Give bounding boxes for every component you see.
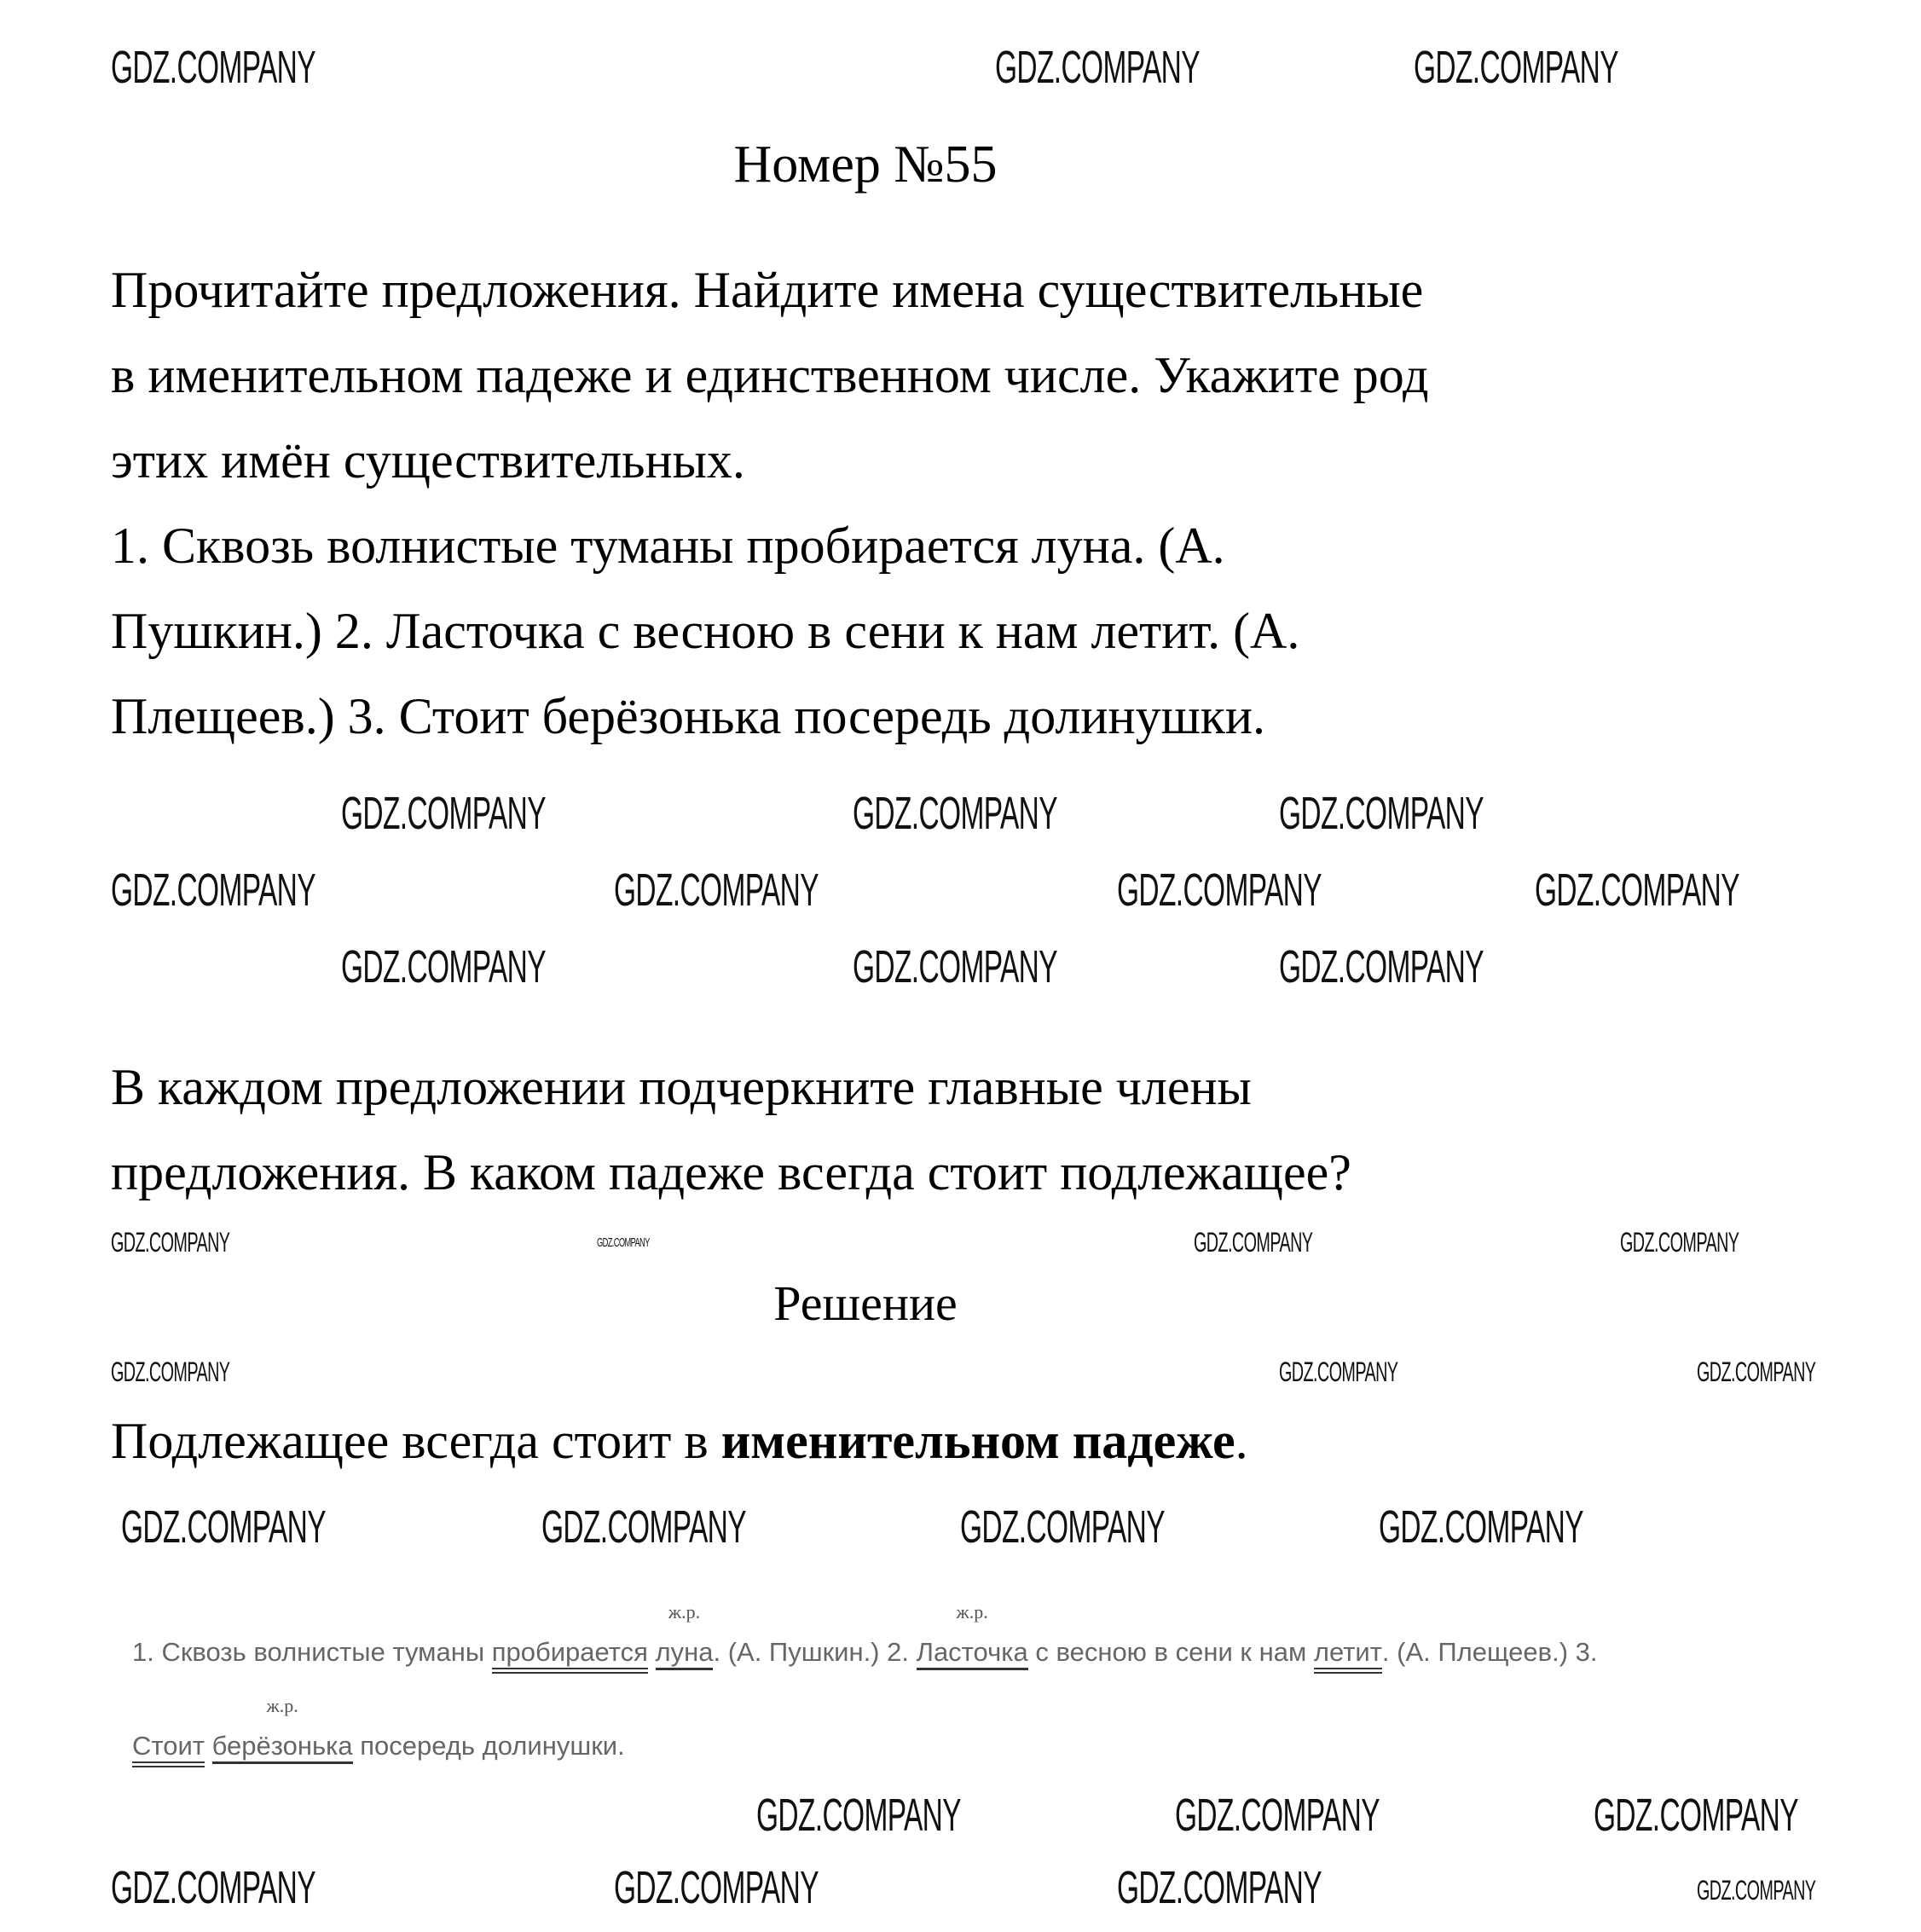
task-line: Прочитайте предложения. Найдите имена существительные: [111, 262, 1424, 318]
watermark: GDZ.COMPANY: [1535, 865, 1739, 916]
watermark: GDZ.COMPANY: [111, 1227, 230, 1258]
watermark: GDZ.COMPANY: [1414, 42, 1618, 93]
solution-answer: [111, 1398, 1816, 1484]
task-line: Плещеев.) 3. Стоит берёзонька посередь долинушки.: [111, 688, 1266, 744]
watermark: GDZ.COMPANY: [121, 1501, 326, 1553]
watermark: GDZ.COMPANY: [1697, 1875, 1816, 1906]
task-line: предложения. В каком падеже всегда стоит подлежащее?: [111, 1144, 1351, 1200]
subject: [916, 1601, 1028, 1670]
watermark: GDZ.COMPANY: [995, 42, 1200, 93]
watermark: GDZ.COMPANY: [1279, 1356, 1398, 1387]
predicate: летит: [1314, 1637, 1382, 1674]
gender-label: ж.р.: [668, 1601, 701, 1623]
gender-label: ж.р.: [956, 1601, 988, 1623]
subject-word: берёзонька: [211, 1731, 353, 1761]
watermark: GDZ.COMPANY: [1279, 941, 1484, 992]
watermark: GDZ.COMPANY: [111, 865, 315, 916]
watermark: GDZ.COMPANY: [541, 1501, 746, 1553]
watermark: GDZ.COMPANY: [614, 865, 819, 916]
answer-text: Подлежащее всегда стоит в: [111, 1413, 721, 1469]
solution-line-1: [132, 1601, 1598, 1674]
answer-suffix: .: [1235, 1413, 1248, 1469]
watermark: GDZ.COMPANY: [853, 788, 1057, 839]
answer-bold: именительном падеже: [720, 1413, 1235, 1469]
sentence-text: . (А. Пушкин.) 2.: [713, 1637, 917, 1667]
watermark: GDZ.COMPANY: [1194, 1227, 1313, 1258]
watermark: GDZ.COMPANY: [614, 1862, 819, 1913]
watermark: GDZ.COMPANY: [111, 1862, 315, 1913]
watermark: GDZ.COMPANY: [960, 1501, 1165, 1553]
sentence-text: посередь долинушки.: [352, 1731, 625, 1761]
subject-word: луна: [655, 1637, 714, 1667]
page-title: Номер №55: [733, 136, 998, 194]
watermark: GDZ.COMPANY: [853, 941, 1057, 992]
sentence-text: . (А. Плещеев.) 3.: [1381, 1637, 1598, 1667]
watermark: GDZ.COMPANY: [1117, 1862, 1322, 1913]
watermark: GDZ.COMPANY: [1379, 1501, 1583, 1553]
watermark: GDZ.COMPANY: [1279, 788, 1484, 839]
task-line: этих имён существительных.: [111, 432, 745, 489]
task-line: 1. Сквозь волнистые туманы пробирается луна. (А.: [111, 518, 1225, 574]
subject: [655, 1601, 714, 1670]
watermark: GDZ.COMPANY: [1117, 865, 1322, 916]
solution-line-2: [132, 1695, 625, 1767]
watermark: GDZ.COMPANY: [341, 788, 546, 839]
subject-word: Ласточка: [916, 1637, 1028, 1667]
task-question: [111, 1044, 1816, 1215]
watermark: GDZ.COMPANY: [756, 1790, 961, 1841]
solution-heading: Решение: [773, 1275, 958, 1331]
watermark: GDZ.COMPANY: [341, 941, 546, 992]
sentence-text: с весною в сени к нам: [1027, 1637, 1314, 1667]
sentence-text: 1. Сквозь волнистые туманы: [132, 1637, 492, 1667]
gender-label: ж.р.: [266, 1695, 298, 1716]
task-line: В каждом предложении подчеркните главные члены: [111, 1059, 1252, 1115]
watermark: GDZ.COMPANY: [111, 42, 315, 93]
watermark: GDZ.COMPANY: [1594, 1790, 1798, 1841]
watermark: GDZ.COMPANY: [597, 1235, 650, 1250]
watermark: GDZ.COMPANY: [1697, 1356, 1816, 1387]
task-line: Пушкин.) 2. Ласточка с весною в сени к нам летит. (А.: [111, 603, 1300, 659]
watermark: GDZ.COMPANY: [111, 1356, 230, 1387]
task-text: [111, 247, 1816, 759]
task-line: в именительном падеже и единственном числе. Укажите род: [111, 347, 1429, 403]
predicate: Стоит: [132, 1731, 205, 1767]
watermark: GDZ.COMPANY: [1175, 1790, 1380, 1841]
predicate: пробирается: [492, 1637, 648, 1674]
watermark: GDZ.COMPANY: [1620, 1227, 1739, 1258]
subject: [211, 1695, 353, 1764]
